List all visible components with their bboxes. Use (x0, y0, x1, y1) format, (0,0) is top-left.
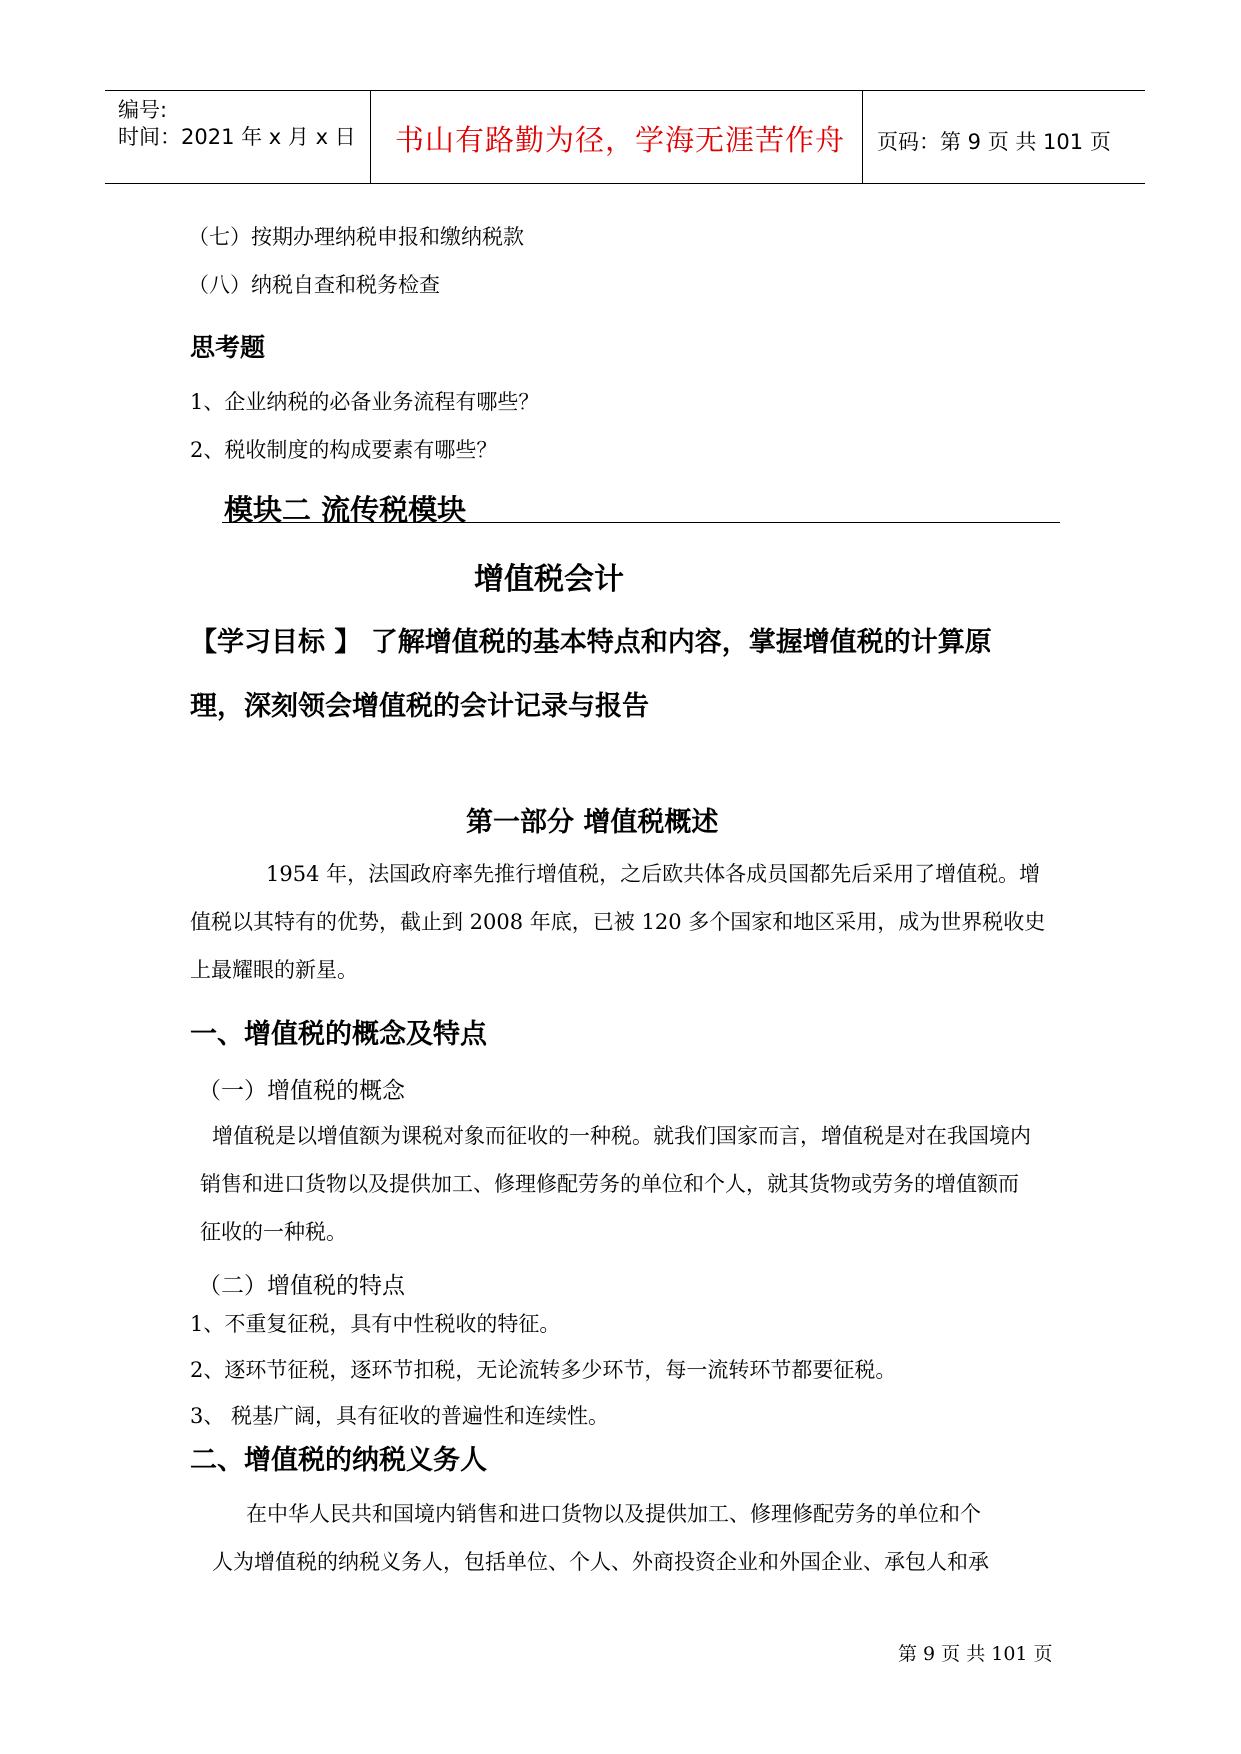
question-2: 2、税收制度的构成要素有哪些？ (190, 438, 498, 462)
taxpayer-line-2: 人为增值税的纳税义务人，包括单位、个人、外商投资企业和外国企业、承包人和承 (212, 1550, 989, 1574)
taxpayer-line-1: 在中华人民共和国境内销售和进口货物以及提供加工、修理修配劳务的单位和个 (246, 1502, 981, 1526)
page-footer: 第 9 页 共 101 页 (898, 1643, 1053, 1665)
concept-line-1: 增值税是以增值额为课税对象而征收的一种税。就我们国家而言，增值税是对在我国境内 (212, 1124, 1031, 1148)
page-label: 页码：第 9 页 共 101 页 (877, 130, 1111, 154)
intro-line-3: 上最耀眼的新星。 (190, 958, 358, 982)
section-one-title: 一、增值税的概念及特点 (190, 1019, 487, 1050)
learning-goal-line-1: 【学习目标 】 了解增值税的基本特点和内容，掌握增值税的计算原 (190, 627, 992, 658)
list-item-seven: （七）按期办理纳税申报和缴纳税款 (188, 225, 524, 249)
serial-label: 编号: (118, 98, 168, 122)
time-label: 时间：2021 年 x 月 x 日 (118, 125, 356, 149)
subsection-concept-title: （一）增值税的概念 (198, 1078, 405, 1104)
header-bottom-rule (105, 183, 1145, 184)
think-heading: 思考题 (190, 333, 266, 362)
question-1: 1、企业纳税的必备业务流程有哪些？ (190, 390, 540, 414)
header-divider-left (370, 91, 371, 184)
feature-1: 1、不重复征税，具有中性税收的特征。 (190, 1312, 561, 1336)
feature-3: 3、 税基广阔，具有征收的普遍性和连续性。 (190, 1404, 610, 1428)
module-title-rule (222, 522, 1060, 523)
vat-title: 增值税会计 (474, 562, 624, 597)
motto: 书山有路勤为径，学海无涯苦作舟 (395, 123, 846, 157)
part-one-title: 第一部分 增值税概述 (466, 807, 719, 838)
header-divider-right (862, 91, 863, 184)
module-title: 模块二 流传税模块 (224, 493, 467, 527)
subsection-features-title: （二）增值税的特点 (198, 1273, 405, 1299)
feature-2: 2、逐环节征税，逐环节扣税，无论流转多少环节，每一流转环节都要征税。 (190, 1358, 897, 1382)
intro-line-1: 1954 年，法国政府率先推行增值税，之后欧共体各成员国都先后采用了增值税。增 (266, 862, 1041, 886)
header-top-rule (105, 90, 1145, 91)
intro-line-2: 值税以其特有的优势，截止到 2008 年底，已被 120 多个国家和地区采用，成为世界税收史 (190, 910, 1046, 934)
concept-line-2: 销售和进口货物以及提供加工、修理修配劳务的单位和个人，就其货物或劳务的增值额而 (200, 1172, 1019, 1196)
section-two-title: 二、增值税的纳税义务人 (190, 1445, 487, 1476)
learning-goal-line-2: 理，深刻领会增值税的会计记录与报告 (190, 691, 649, 722)
concept-line-3: 征收的一种税。 (200, 1220, 347, 1244)
list-item-eight: （八）纳税自查和税务检查 (188, 273, 440, 297)
